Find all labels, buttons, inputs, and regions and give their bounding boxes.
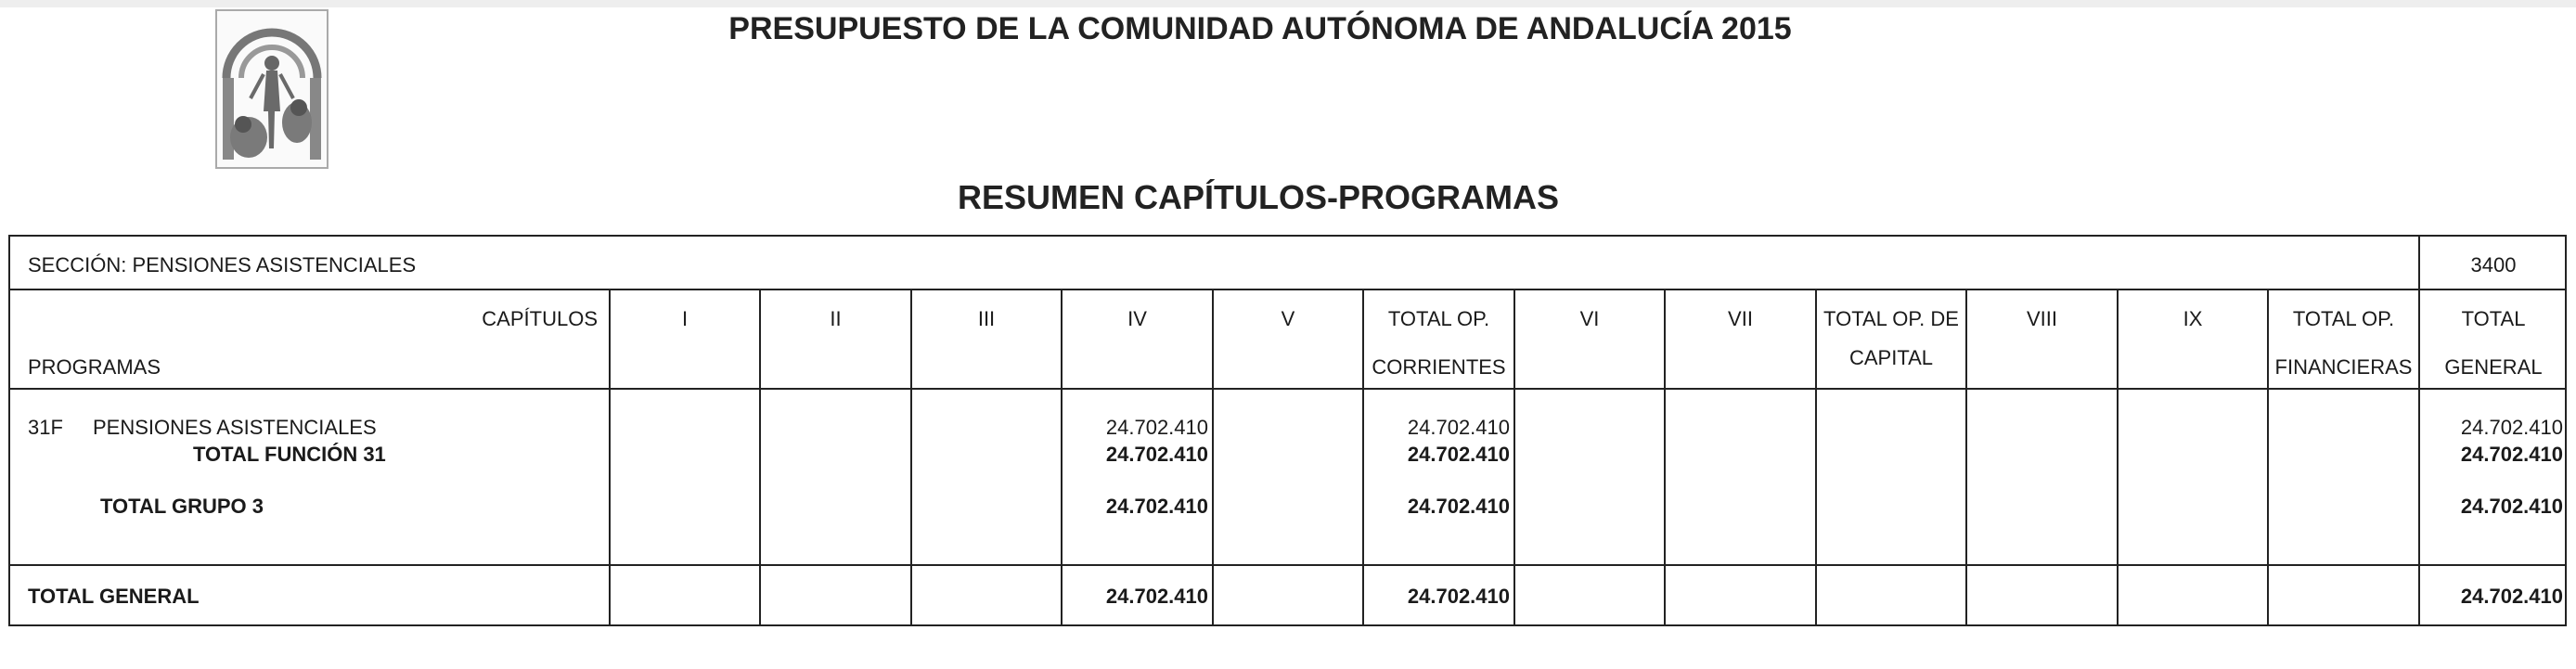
- column-divider: [910, 289, 912, 624]
- column-divider: [759, 289, 761, 624]
- column-divider: [2117, 289, 2119, 624]
- header-total-op-capital-2: CAPITAL: [1848, 346, 1934, 369]
- header-capitulos: CAPÍTULOS: [482, 307, 598, 330]
- header-col-iii: III: [977, 307, 996, 330]
- header-total-op-corrientes-2: CORRIENTES: [1372, 355, 1506, 379]
- page-title: PRESUPUESTO DE LA COMUNIDAD AUTÓNOMA DE ANDALUCÍA 2015: [728, 11, 1792, 46]
- header-col-ii: II: [830, 307, 842, 330]
- column-divider: [1815, 289, 1817, 624]
- column-divider: [1513, 289, 1515, 624]
- column-divider: [1965, 289, 1967, 624]
- total-funcion-corrientes: 24.702.410: [1407, 443, 1510, 466]
- total-grupo-cap-iv: 24.702.410: [1105, 495, 1208, 518]
- program-code: 31F: [28, 416, 63, 439]
- total-grupo-label: TOTAL GRUPO 3: [100, 495, 264, 518]
- total-grupo-general: 24.702.410: [2460, 495, 2563, 518]
- header-total-op-corrientes: TOTAL OP.: [1387, 307, 1490, 330]
- header-total-op-financieras-2: FINANCIERAS: [2274, 355, 2413, 379]
- program-total-corrientes: 24.702.410: [1407, 416, 1510, 439]
- total-grupo-corrientes: 24.702.410: [1407, 495, 1510, 518]
- column-divider: [1664, 289, 1666, 624]
- header-total-op-capital: TOTAL OP. DE: [1823, 307, 1959, 330]
- table-divider: [10, 289, 2565, 290]
- program-total-general: 24.702.410: [2460, 416, 2563, 439]
- top-band: [0, 0, 2576, 7]
- header-total-op-financieras: TOTAL OP.: [2292, 307, 2395, 330]
- header-col-vii: VII: [1728, 307, 1753, 330]
- header-total-general: TOTAL: [2461, 307, 2526, 330]
- header-programas: PROGRAMAS: [28, 355, 161, 379]
- header-col-iv: IV: [1127, 307, 1147, 330]
- section-code: 3400: [2470, 253, 2517, 277]
- column-divider: [609, 289, 611, 624]
- header-col-i: I: [681, 307, 689, 330]
- table-divider: [10, 388, 2565, 390]
- total-funcion-general: 24.702.410: [2460, 443, 2563, 466]
- table-divider: [10, 564, 2565, 566]
- total-general-corrientes: 24.702.410: [1407, 585, 1510, 608]
- page-subtitle: RESUMEN CAPÍTULOS-PROGRAMAS: [957, 178, 1560, 216]
- program-cap-iv: 24.702.410: [1105, 416, 1208, 439]
- total-general-cap-iv: 24.702.410: [1105, 585, 1208, 608]
- budget-table: [8, 235, 2567, 626]
- total-funcion-cap-iv: 24.702.410: [1105, 443, 1208, 466]
- total-general-general: 24.702.410: [2460, 585, 2563, 608]
- column-divider: [1212, 289, 1214, 624]
- total-funcion-label: TOTAL FUNCIÓN 31: [193, 443, 386, 466]
- header-col-ix: IX: [2183, 307, 2203, 330]
- total-general-label: TOTAL GENERAL: [28, 585, 200, 608]
- header-col-viii: VIII: [2026, 307, 2057, 330]
- section-label: SECCIÓN: PENSIONES ASISTENCIALES: [28, 253, 417, 277]
- column-divider: [2267, 289, 2269, 624]
- header-col-vi: VI: [1579, 307, 1600, 330]
- header-total-general-2: GENERAL: [2444, 355, 2543, 379]
- header-col-v: V: [1281, 307, 1295, 330]
- program-name: PENSIONES ASISTENCIALES: [93, 416, 377, 439]
